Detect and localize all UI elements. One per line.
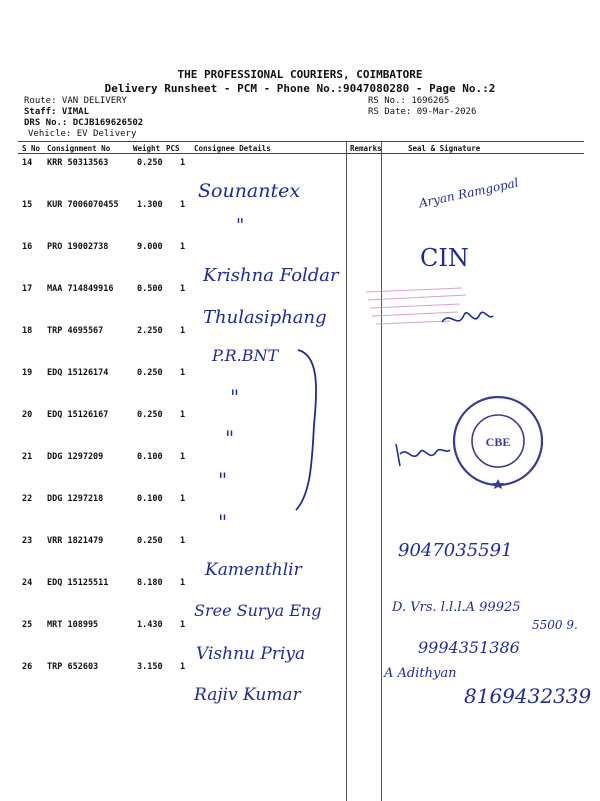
ditto-mark: " <box>218 510 228 534</box>
row-sno: 24 <box>22 578 33 588</box>
company-title: THE PROFESSIONAL COURIERS, COIMBATORE <box>177 68 423 81</box>
row-pcs: 1 <box>180 326 186 336</box>
row-weight: 0.250 <box>137 368 163 378</box>
seal-column-divider <box>381 141 382 801</box>
row-consignment: DDG 1297209 <box>47 452 104 462</box>
row-consignment: KUR 7006070455 <box>47 200 119 210</box>
consignee-signature: Thulasiphang <box>203 307 327 328</box>
grouping-bracket-mark <box>290 345 330 515</box>
row-pcs: 1 <box>180 368 186 378</box>
row-sno: 19 <box>22 368 33 378</box>
row-consignment: MAA 714849916 <box>47 284 114 294</box>
row-pcs: 1 <box>180 452 186 462</box>
row-weight: 0.250 <box>137 536 163 546</box>
row-pcs: 1 <box>180 578 186 588</box>
round-company-seal <box>450 393 546 489</box>
row-consignment: PRO 19002738 <box>47 242 109 252</box>
row-consignment: KRR 50313563 <box>47 158 109 168</box>
row-weight: 9.000 <box>137 242 163 252</box>
staff-label: Staff: VIMAL <box>24 107 90 117</box>
row-sno: 18 <box>22 326 33 336</box>
svg-text:CBE: CBE <box>485 435 511 449</box>
receiver-signature: Aryan Ramgopal <box>417 175 520 211</box>
signature-stroke <box>440 300 495 335</box>
row-pcs: 1 <box>180 536 186 546</box>
receiver-signature: 5500 9. <box>532 618 578 632</box>
receiver-signature: CIN <box>420 244 469 272</box>
row-pcs: 1 <box>180 284 186 294</box>
table-top-rule <box>18 141 584 142</box>
row-consignment: EDQ 15126174 <box>47 368 109 378</box>
vehicle-label: Vehicle: EV Delivery <box>28 129 137 139</box>
table-header-rule <box>18 153 584 154</box>
consignee-signature: P.R.BNT <box>212 346 279 365</box>
row-sno: 14 <box>22 158 33 168</box>
row-pcs: 1 <box>180 494 186 504</box>
consignee-signature: Krishna Foldar <box>203 265 339 286</box>
col-remarks: Remarks <box>350 144 382 153</box>
row-weight: 1.430 <box>137 620 163 630</box>
ditto-mark: " <box>230 385 240 409</box>
consignee-signature: Sree Surya Eng <box>194 601 322 620</box>
row-consignment: DDG 1297218 <box>47 494 104 504</box>
row-sno: 26 <box>22 662 33 672</box>
consignee-signature: Vishnu Priya <box>196 644 306 664</box>
row-pcs: 1 <box>180 242 186 252</box>
col-sno: S No <box>22 144 41 153</box>
row-weight: 0.250 <box>137 410 163 420</box>
row-weight: 0.100 <box>137 494 163 504</box>
row-pcs: 1 <box>180 158 186 168</box>
signature-stroke <box>392 440 452 470</box>
row-consignment: TRP 652603 <box>47 662 99 672</box>
row-weight: 1.300 <box>137 200 163 210</box>
row-weight: 0.100 <box>137 452 163 462</box>
row-sno: 21 <box>22 452 33 462</box>
consignee-signature: Rajiv Kumar <box>194 685 301 705</box>
receiver-phone: 9994351386 <box>418 638 520 657</box>
col-weight: Weight <box>133 144 161 153</box>
row-weight: 3.150 <box>137 662 163 672</box>
receiver-signature: 9047035591 <box>398 540 513 561</box>
col-seal-signature: Seal & Signature <box>408 144 481 153</box>
row-sno: 15 <box>22 200 33 210</box>
row-weight: 0.500 <box>137 284 163 294</box>
row-sno: 16 <box>22 242 33 252</box>
ditto-mark: " <box>236 215 245 236</box>
remarks-column-divider <box>346 141 347 801</box>
row-consignment: EDQ 15126167 <box>47 410 109 420</box>
drs-number: DRS No.: DCJB169626502 <box>24 118 144 128</box>
row-pcs: 1 <box>180 200 186 210</box>
ditto-mark: " <box>225 426 235 450</box>
rs-date: RS Date: 09-Mar-2026 <box>368 107 477 117</box>
rs-number: RS No.: 1696265 <box>368 96 450 106</box>
row-consignment: MRT 108995 <box>47 620 99 630</box>
consignee-signature: Kamenthlir <box>205 560 302 580</box>
row-pcs: 1 <box>180 410 186 420</box>
receiver-phone: 8169432339 <box>464 684 592 708</box>
col-consignment: Consignment No <box>47 144 111 153</box>
row-sno: 25 <box>22 620 33 630</box>
receiver-signature: A Adithyan <box>384 666 457 681</box>
row-pcs: 1 <box>180 662 186 672</box>
ditto-mark: " <box>218 468 228 492</box>
row-sno: 22 <box>22 494 33 504</box>
row-weight: 8.180 <box>137 578 163 588</box>
row-weight: 2.250 <box>137 326 163 336</box>
receiver-signature: D. Vrs. l.l.l.A 99925 <box>392 600 521 615</box>
row-sno: 20 <box>22 410 33 420</box>
row-consignment: EDQ 15125511 <box>47 578 109 588</box>
row-consignment: VRR 1821479 <box>47 536 104 546</box>
row-pcs: 1 <box>180 620 186 630</box>
route-label: Route: VAN DELIVERY <box>24 96 127 106</box>
row-sno: 17 <box>22 284 33 294</box>
runsheet-subtitle: Delivery Runsheet - PCM - Phone No.:9047080280 - Page No.:2 <box>104 82 496 95</box>
col-pcs: PCS <box>166 144 180 153</box>
consignee-signature: Sounantex <box>198 180 301 202</box>
row-weight: 0.250 <box>137 158 163 168</box>
col-consignee: Consignee Details <box>194 144 271 153</box>
row-consignment: TRP 4695567 <box>47 326 104 336</box>
row-sno: 23 <box>22 536 33 546</box>
